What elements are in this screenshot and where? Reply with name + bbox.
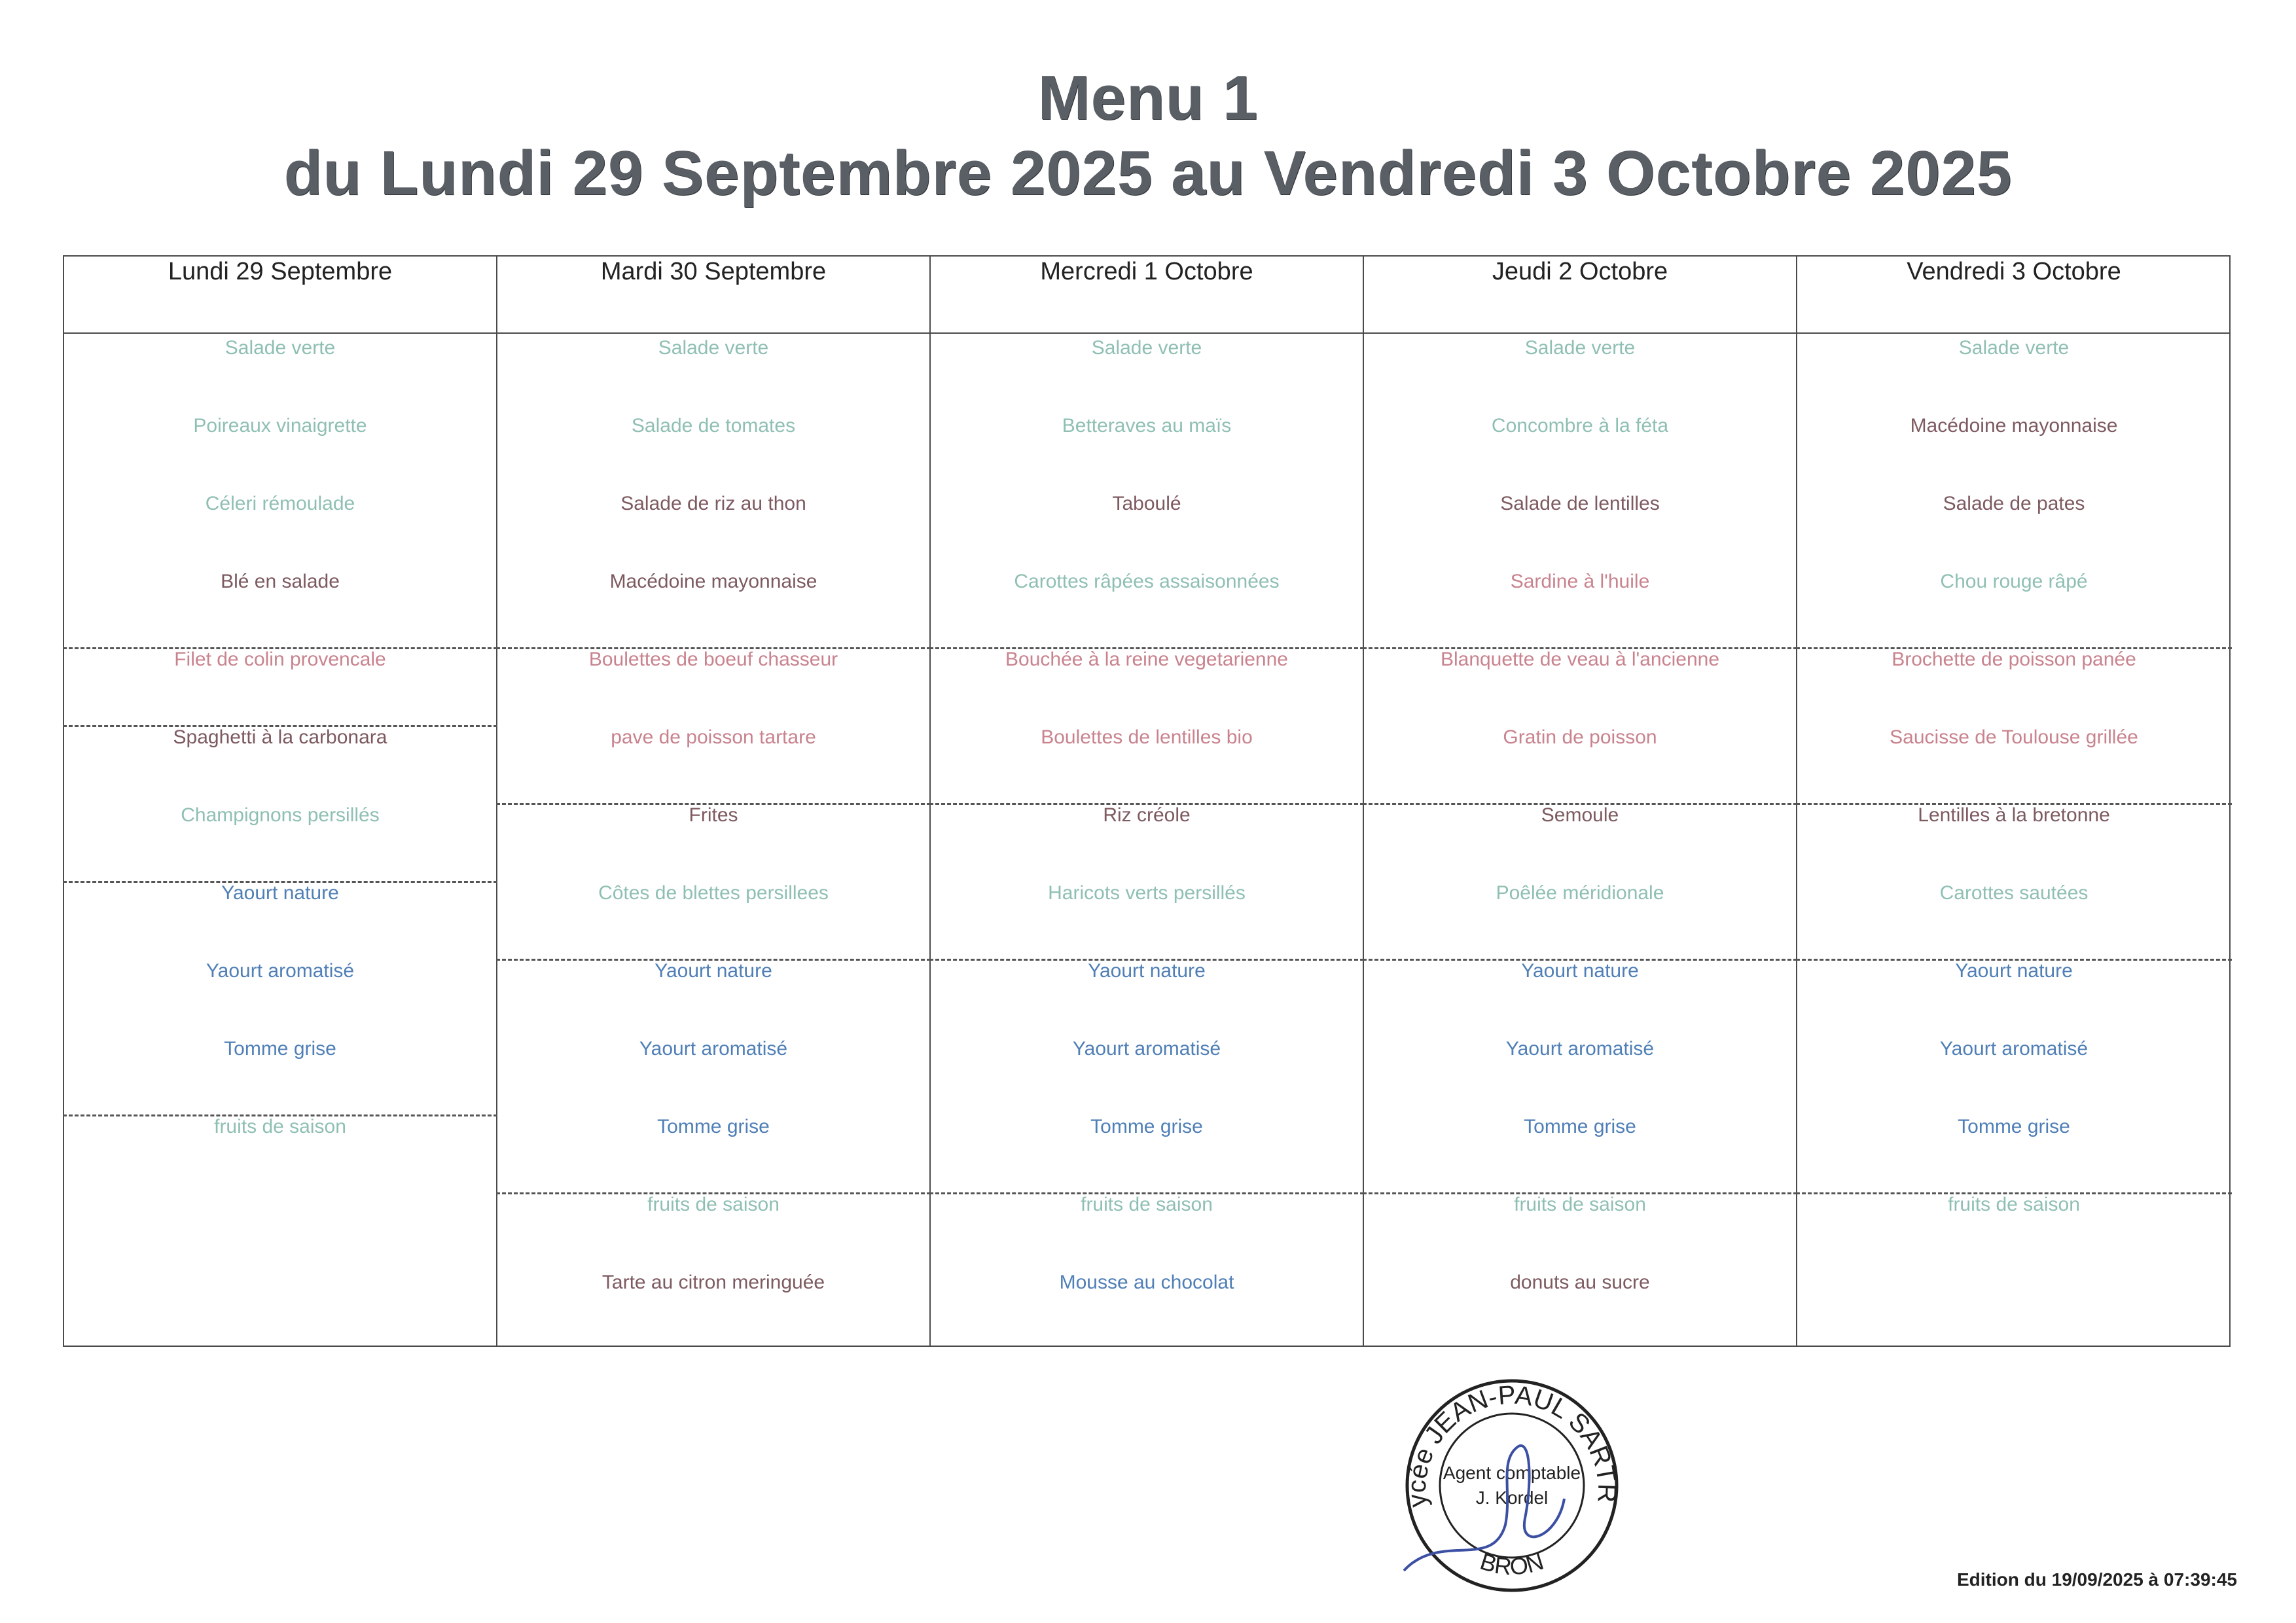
menu-item: Taboulé bbox=[1112, 493, 1181, 514]
day-column-wednesday bbox=[931, 257, 1364, 1346]
menu-item: donuts au sucre bbox=[1510, 1272, 1650, 1293]
menu-item: Gratin de poisson bbox=[1503, 726, 1657, 748]
menu-item: Salade verte bbox=[1524, 337, 1636, 359]
menu-item: Spaghetti à la carbonara bbox=[173, 726, 387, 748]
day-column-tuesday bbox=[497, 257, 931, 1346]
menu-item: Yaourt aromatisé bbox=[1505, 1038, 1655, 1060]
menu-item: Yaourt aromatisé bbox=[206, 960, 355, 982]
menu-item: fruits de saison bbox=[1514, 1194, 1646, 1215]
stamp-seal-icon bbox=[1401, 1374, 1623, 1597]
menu-item: Yaourt aromatisé bbox=[639, 1038, 788, 1060]
stamp-city: BRON bbox=[1477, 1547, 1547, 1580]
menu-item: fruits de saison bbox=[214, 1116, 346, 1137]
menu-item: Tomme grise bbox=[224, 1038, 336, 1060]
menu-item: Yaourt aromatisé bbox=[1072, 1038, 1221, 1060]
day-header: Vendredi 3 Octobre bbox=[1797, 257, 2231, 334]
menu-item: Salade de lentilles bbox=[1500, 493, 1660, 514]
menu-item: Yaourt nature bbox=[221, 882, 339, 904]
menu-item: Lentilles à la bretonne bbox=[1918, 804, 2110, 826]
menu-item: Yaourt nature bbox=[1088, 960, 1206, 982]
menu-item: Chou rouge râpé bbox=[1940, 571, 2088, 592]
menu-item: Boulettes de lentilles bio bbox=[1041, 726, 1253, 748]
menu-item: Boulettes de boeuf chasseur bbox=[588, 649, 838, 670]
menu-item: Blanquette de veau à l'ancienne bbox=[1440, 649, 1720, 670]
menu-item: Riz créole bbox=[1103, 804, 1191, 826]
menu-item: Salade verte bbox=[1958, 337, 2070, 359]
menu-item: Tomme grise bbox=[1524, 1116, 1636, 1137]
official-stamp bbox=[1401, 1374, 1623, 1597]
menu-item: Sardine à l'huile bbox=[1510, 571, 1650, 592]
menu-item: Yaourt aromatisé bbox=[1939, 1038, 2089, 1060]
menu-item: Poêlée méridionale bbox=[1496, 882, 1664, 904]
menu-item: Yaourt nature bbox=[1955, 960, 2073, 982]
day-column-friday bbox=[1797, 257, 2231, 1346]
menu-item: Salade de pates bbox=[1943, 493, 2085, 514]
edition-timestamp: Edition du 19/09/2025 à 07:39:45 bbox=[1957, 1569, 2237, 1590]
menu-item: Carottes sautées bbox=[1939, 882, 2089, 904]
menu-item: Tomme grise bbox=[1090, 1116, 1203, 1137]
menu-item: Saucisse de Toulouse grillée bbox=[1890, 726, 2138, 748]
menu-item: Salade de riz au thon bbox=[620, 493, 806, 514]
menu-table bbox=[63, 255, 2231, 1347]
day-header: Jeudi 2 Octobre bbox=[1364, 257, 1796, 334]
menu-item: Frites bbox=[689, 804, 738, 826]
menu-item: Betteraves au maïs bbox=[1062, 415, 1232, 437]
menu-item: Macédoine mayonnaise bbox=[609, 571, 817, 592]
day-column-monday bbox=[64, 257, 497, 1346]
stamp-school: ycée JEAN-PAUL SARTR bbox=[1402, 1380, 1622, 1509]
menu-item: Filet de colin provencale bbox=[174, 649, 386, 670]
menu-item: Tomme grise bbox=[1958, 1116, 2070, 1137]
menu-item: Salade verte bbox=[658, 337, 769, 359]
stamp-name: J. Kordel bbox=[1475, 1488, 1549, 1508]
day-header: Lundi 29 Septembre bbox=[64, 257, 496, 334]
menu-item: Blé en salade bbox=[221, 571, 340, 592]
menu-item: Haricots verts persillés bbox=[1048, 882, 1246, 904]
menu-item: Yaourt nature bbox=[1521, 960, 1639, 982]
stamp-role: Agent comptable bbox=[1443, 1463, 1581, 1483]
menu-item: Tarte au citron meringuée bbox=[601, 1272, 825, 1293]
menu-item: Salade verte bbox=[224, 337, 336, 359]
day-header: Mardi 30 Septembre bbox=[497, 257, 929, 334]
day-column-thursday bbox=[1364, 257, 1797, 1346]
menu-item: Concombre à la féta bbox=[1491, 415, 1669, 437]
menu-item: Yaourt nature bbox=[655, 960, 772, 982]
menu-item: Salade de tomates bbox=[631, 415, 796, 437]
menu-item: Brochette de poisson panée bbox=[1892, 649, 2136, 670]
menu-item: pave de poisson tartare bbox=[611, 726, 816, 748]
menu-item: Poireaux vinaigrette bbox=[193, 415, 367, 437]
menu-item: Macédoine mayonnaise bbox=[1910, 415, 2118, 437]
svg-text:BRON bbox=[1477, 1548, 1547, 1580]
menu-item: Semoule bbox=[1541, 804, 1619, 826]
menu-item: fruits de saison bbox=[647, 1194, 780, 1215]
page-title: Menu 1 bbox=[1037, 63, 1259, 133]
menu-item: Céleri rémoulade bbox=[205, 493, 355, 514]
menu-item: Bouchée à la reine vegetarienne bbox=[1005, 649, 1288, 670]
menu-item: fruits de saison bbox=[1948, 1194, 2080, 1215]
day-header: Mercredi 1 Octobre bbox=[931, 257, 1363, 334]
menu-item: Carottes râpées assaisonnées bbox=[1014, 571, 1280, 592]
menu-item: Côtes de blettes persillees bbox=[598, 882, 829, 904]
menu-item: Mousse au chocolat bbox=[1059, 1272, 1234, 1293]
menu-item: Salade verte bbox=[1091, 337, 1202, 359]
page-subtitle: du Lundi 29 Septembre 2025 au Vendredi 3 Octobre 2025 bbox=[283, 138, 2013, 208]
menu-item: Champignons persillés bbox=[181, 804, 380, 826]
menu-item: fruits de saison bbox=[1081, 1194, 1213, 1215]
menu-item: Tomme grise bbox=[657, 1116, 770, 1137]
